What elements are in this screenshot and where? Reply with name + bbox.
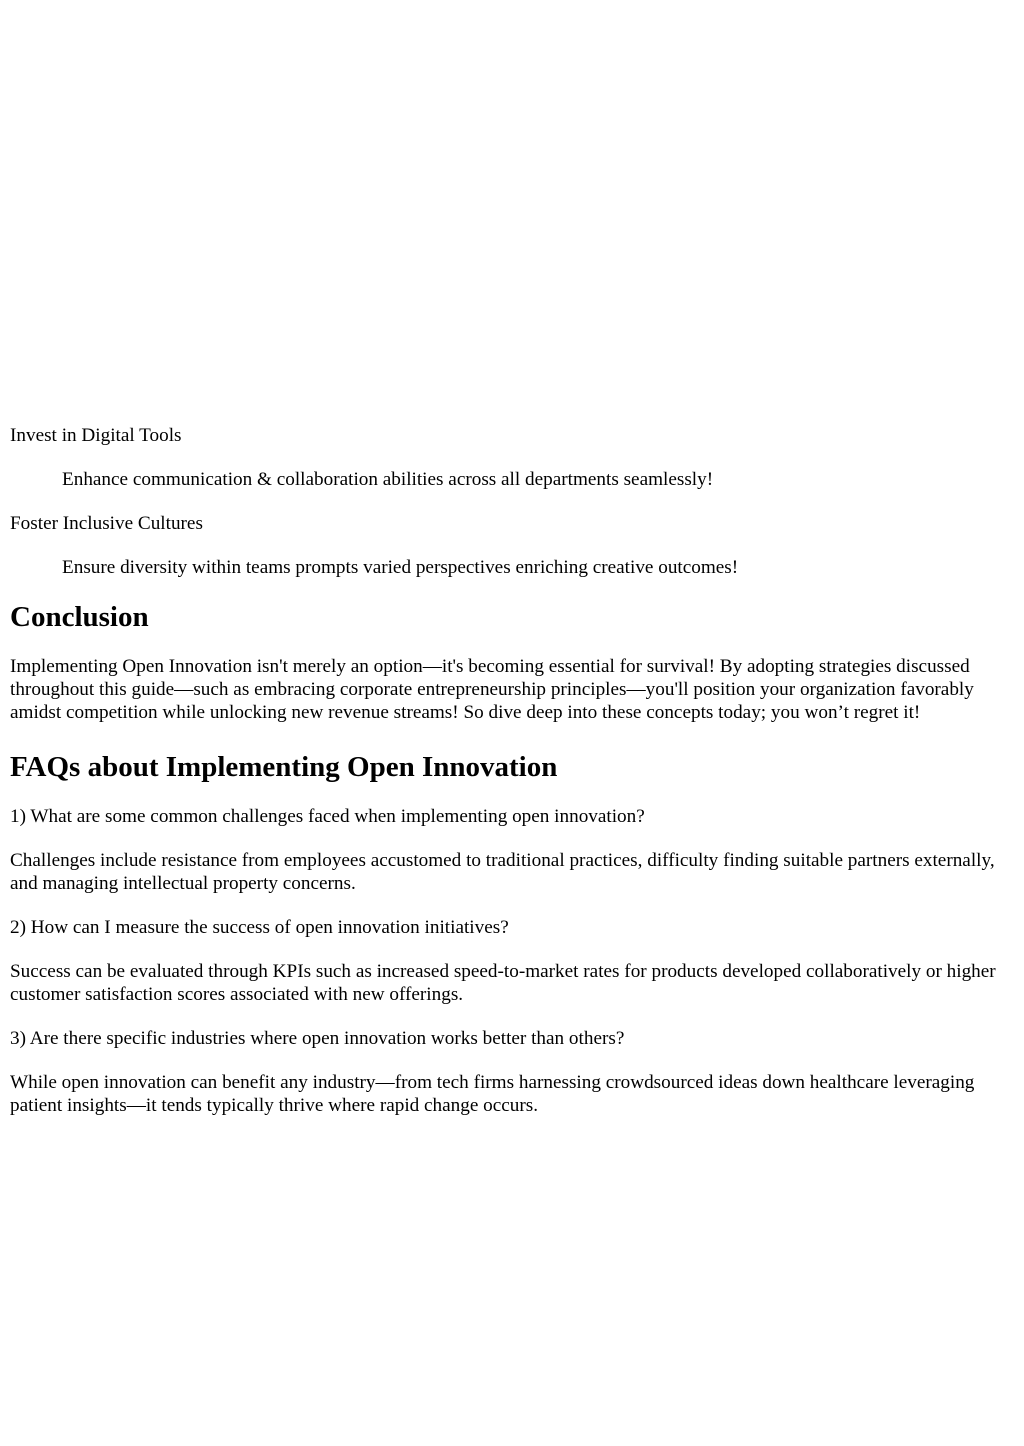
faq-question-3: 3) Are there specific industries where open innovation works better than others? (10, 1028, 625, 1049)
item-title-inclusive-cultures: Foster Inclusive Cultures (10, 513, 203, 534)
faq-answer-1: Challenges include resistance from employees accustomed to traditional practices, difficulty finding suitable partners externally, and managing intellectual property concerns. (10, 850, 995, 894)
faq-answer-2: Success can be evaluated through KPIs such as increased speed-to-market rates for products developed collaboratively or higher customer satisfaction scores associated with new offerings. (10, 961, 996, 1005)
faq-answer-3: While open innovation can benefit any industry—from tech firms harnessing crowdsourced ideas down healthcare leveraging patient insights—it tends typically thrive where rapid change occurs. (10, 1072, 975, 1116)
faq-question-2: 2) How can I measure the success of open innovation initiatives? (10, 917, 509, 938)
document-body (10, 424, 1016, 1138)
faq-question-1: 1) What are some common challenges faced when implementing open innovation? (10, 806, 645, 827)
faqs-heading: FAQs about Implementing Open Innovation (10, 751, 558, 783)
item-title-digital-tools: Invest in Digital Tools (10, 425, 182, 446)
item-detail-inclusive-cultures: Ensure diversity within teams prompts varied perspectives enriching creative outcomes! (62, 557, 739, 578)
conclusion-heading: Conclusion (10, 601, 149, 633)
conclusion-paragraph: Implementing Open Innovation isn't merely an option—it's becoming essential for survival! By adopting strategies discussed throughout this guide—such as embracing corporate entrepreneurship principles—you'll position your organization favorably amidst competition while unlocking new revenue streams! So dive deep into these concepts today; you won’t regret it! (10, 656, 974, 723)
item-detail-digital-tools: Enhance communication & collaboration abilities across all departments seamlessly! (62, 469, 714, 490)
